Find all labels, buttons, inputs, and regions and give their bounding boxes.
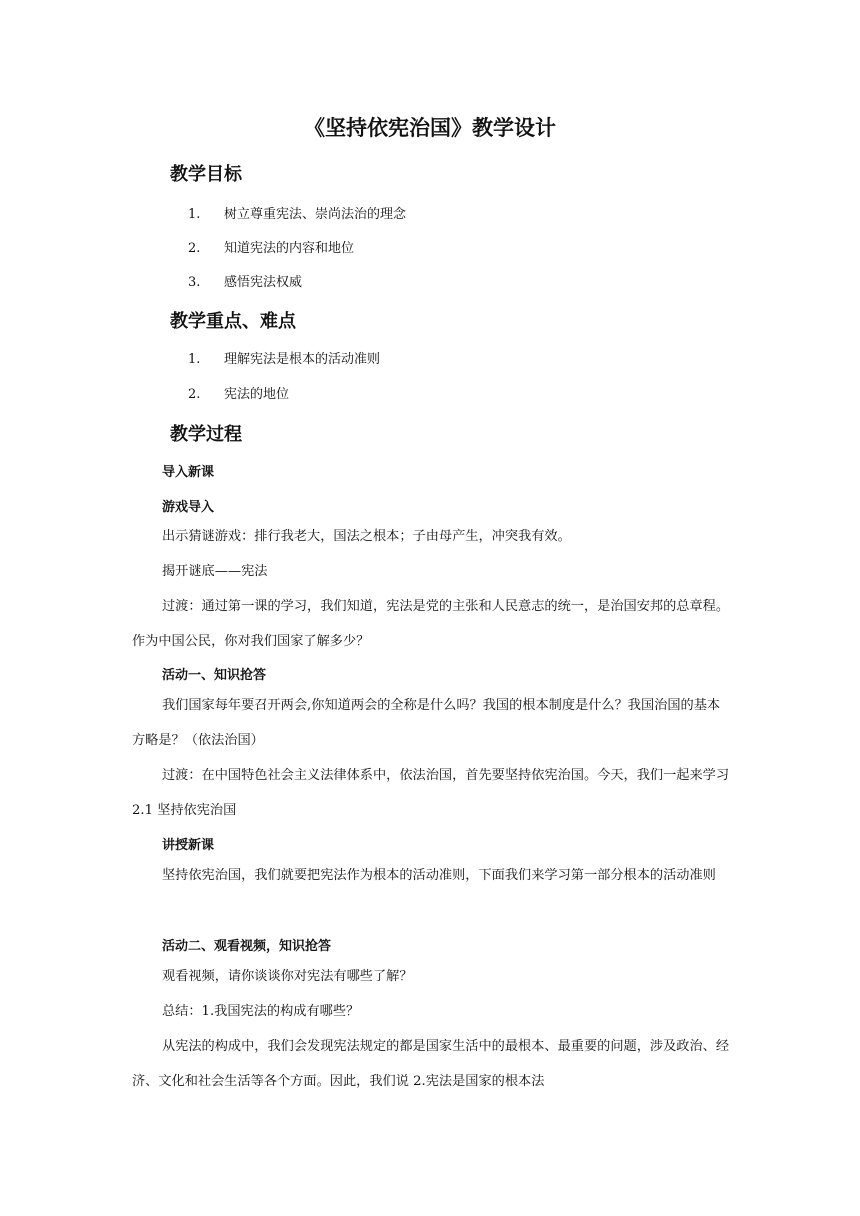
list-number: 1. (188, 207, 201, 222)
activity-1-subheading: 活动一、知识抢答 (162, 668, 267, 683)
list-text: 知道宪法的内容和地位 (224, 241, 355, 256)
list-number: 2. (188, 241, 201, 256)
paragraph-quiz: 我们国家每年要召开两会,你知道两会的全称是什么吗？我国的根本制度是什么？我国治国的基本方略是？（依法治国） (132, 698, 721, 748)
paragraph-new-lesson: 坚持依宪治国，我们就要把宪法作为根本的活动准则，下面我们来学习第一部分根本的活动准则 (162, 868, 716, 883)
paragraph-video: 观看视频，请你谈谈你对宪法有哪些了解？ (162, 969, 413, 984)
paragraph-constitution: 从宪法的构成中，我们会发现宪法规定的都是国家生活中的最根本、最重要的问题，涉及政治、经济、文化和社会生活等各个方面。因此，我们说 2.宪法是国家的根本法 (132, 1039, 730, 1089)
game-subheading: 游戏导入 (162, 500, 215, 515)
paragraph-answer: 揭开谜底——宪法 (162, 564, 268, 579)
intro-subheading: 导入新课 (162, 465, 215, 480)
paragraph-riddle: 出示猜谜游戏：排行我老大，国法之根本；子由母产生，冲突我有效。 (162, 529, 571, 544)
paragraph-transition-2: 过渡：在中国特色社会主义法律体系中，依法治国，首先要坚持依宪治国。今天，我们一起来学习 2.1 坚持依宪治国 (132, 768, 730, 818)
list-text: 理解宪法是根本的活动准则 (224, 352, 381, 367)
key-point-item-1 (188, 348, 380, 367)
objective-item-3 (188, 271, 302, 290)
paragraph-transition-1: 过渡：通过第一课的学习，我们知道，宪法是党的主张和人民意志的统一，是治国安邦的总章程。作为中国公民，你对我们国家了解多少？ (132, 599, 730, 649)
objective-item-1 (188, 203, 406, 222)
document-title: 《坚持依宪治国》教学设计 (304, 116, 556, 140)
paragraph-summary: 总结：1.我国宪法的构成有哪些？ (162, 1004, 360, 1019)
new-lesson-subheading: 讲授新课 (162, 838, 215, 853)
list-text: 宪法的地位 (224, 387, 290, 402)
list-number: 1. (188, 352, 201, 367)
list-text: 感悟宪法权威 (224, 275, 303, 290)
process-heading: 教学过程 (170, 424, 242, 445)
key-points-heading: 教学重点、难点 (170, 311, 296, 332)
objectives-heading: 教学目标 (170, 164, 242, 185)
key-point-item-2 (188, 383, 289, 402)
activity-2-subheading: 活动二、观看视频，知识抢答 (162, 939, 332, 954)
list-number: 3. (188, 275, 201, 290)
list-text: 树立尊重宪法、崇尚法治的理念 (224, 207, 407, 222)
objective-item-2 (188, 237, 354, 256)
list-number: 2. (188, 387, 201, 402)
